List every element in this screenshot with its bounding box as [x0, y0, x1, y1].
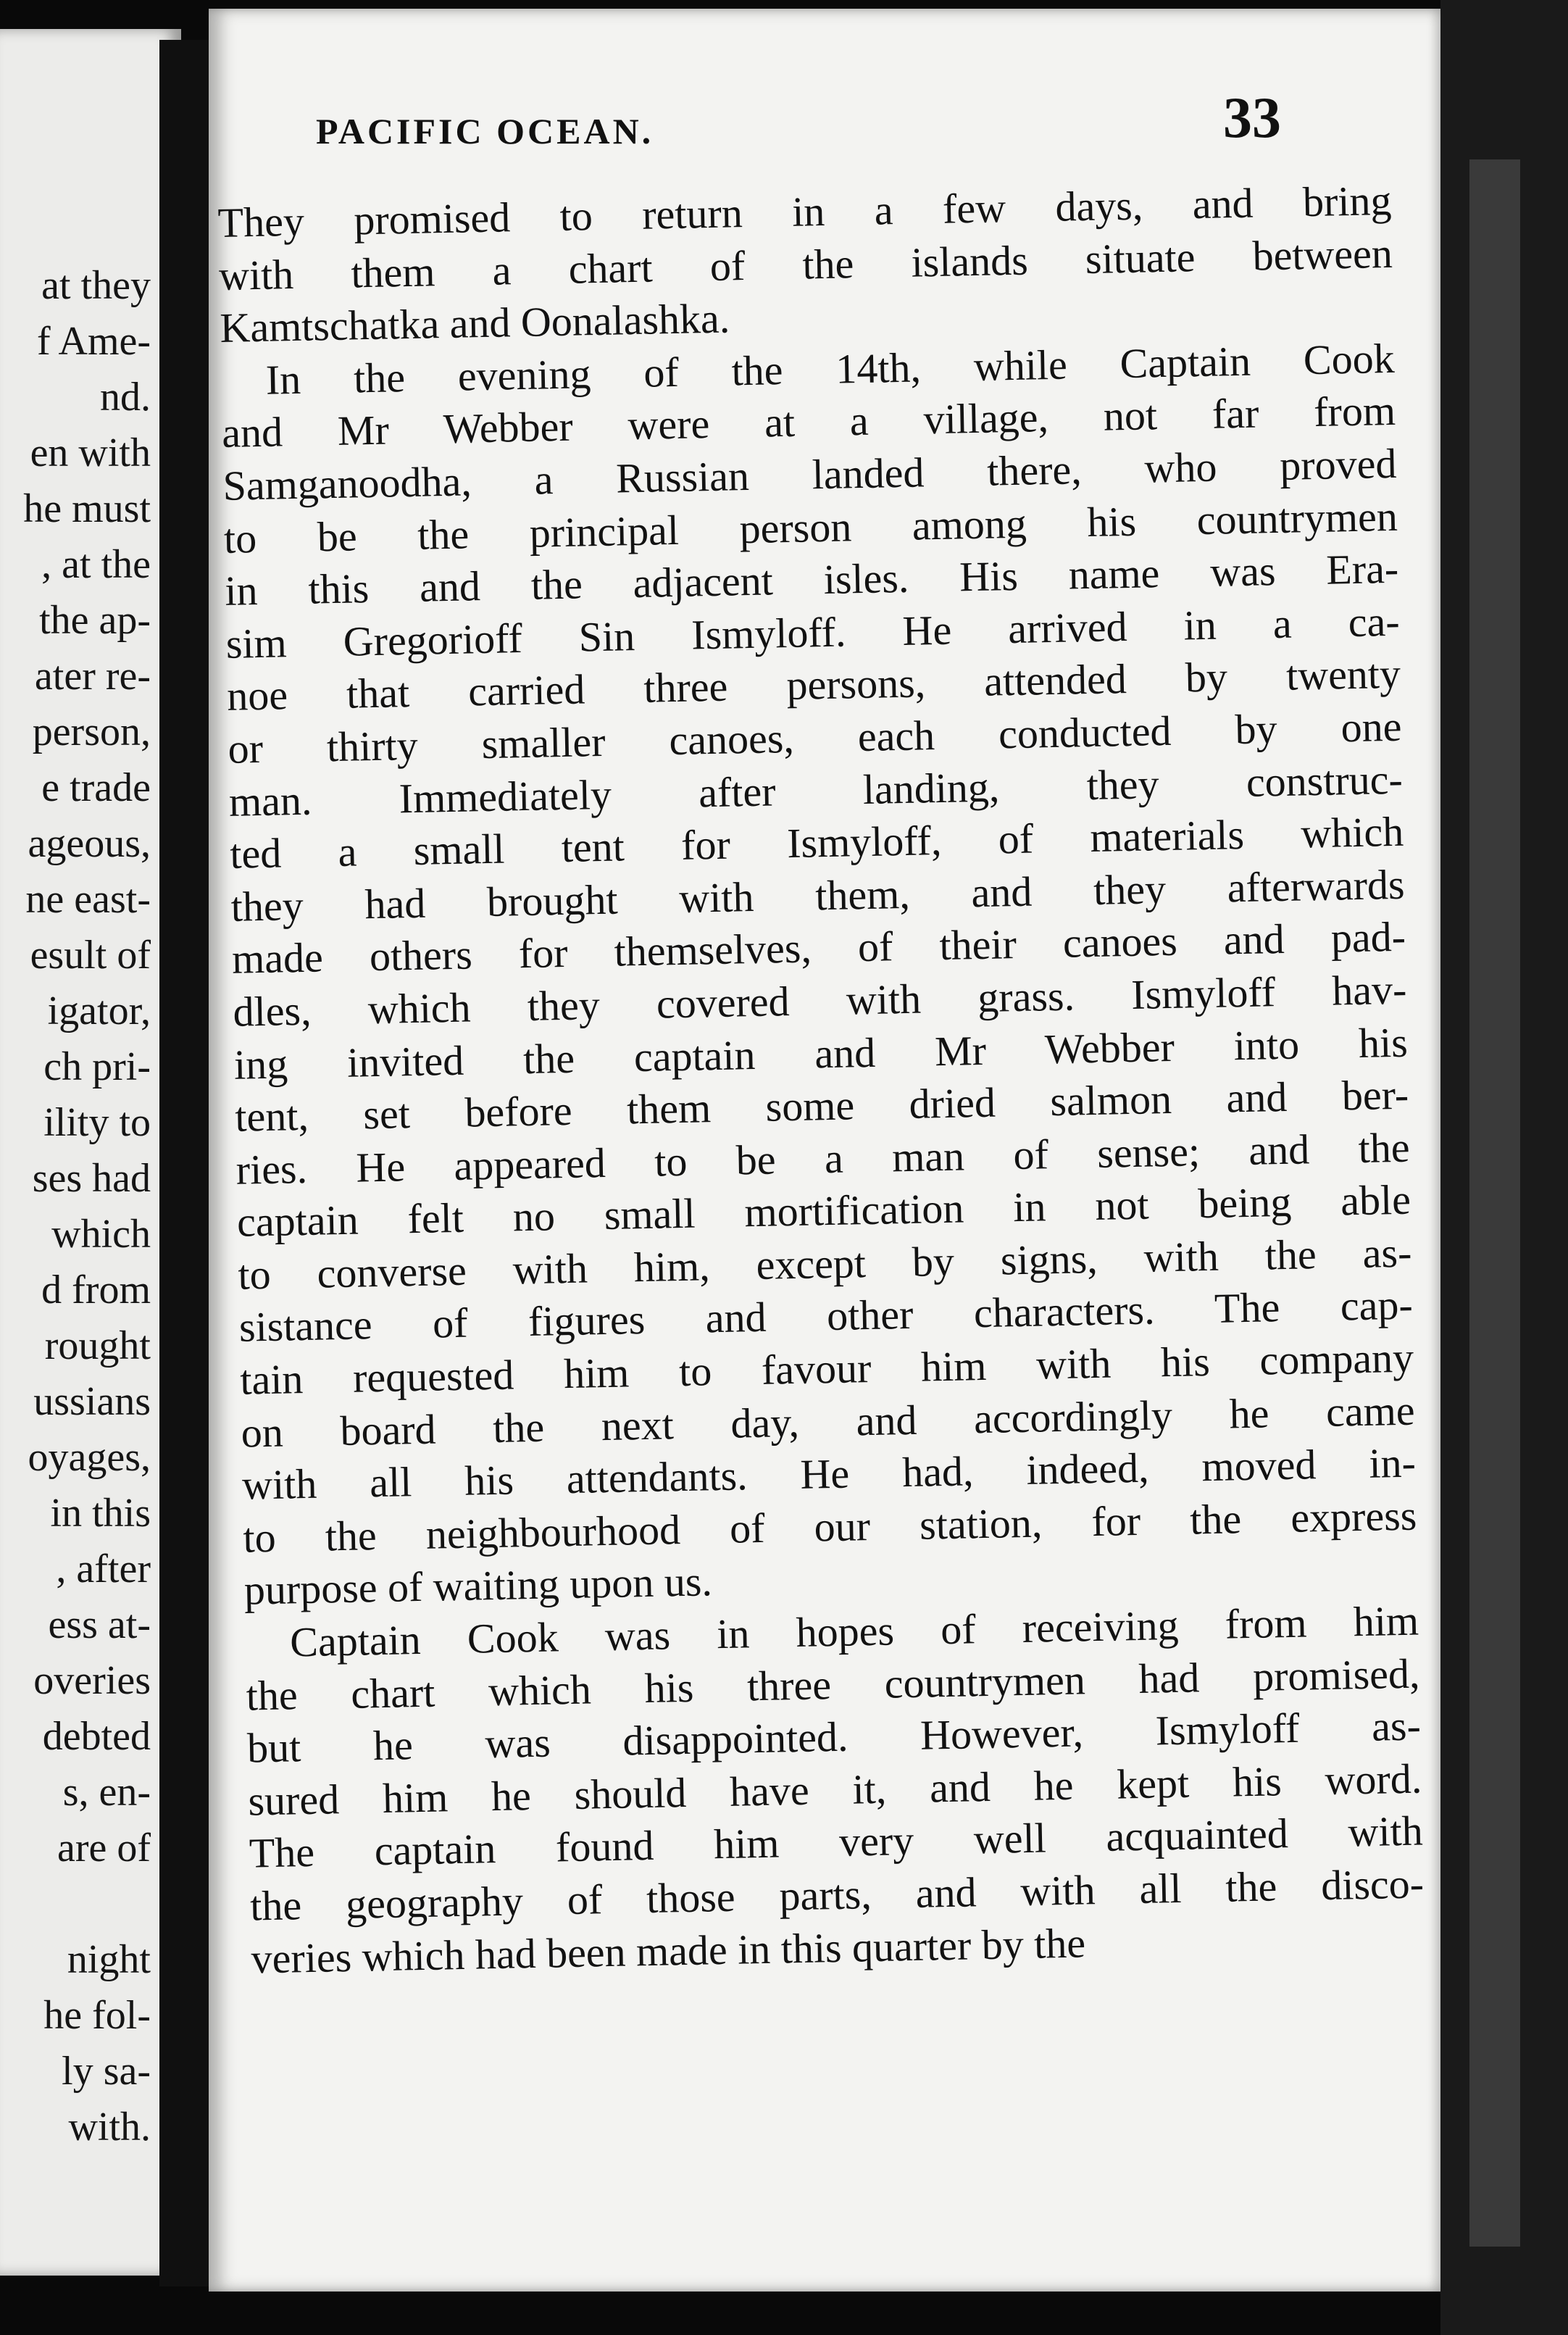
- page-edge: [1440, 0, 1568, 2335]
- facing-page-line: s, en-: [62, 1770, 151, 1815]
- text-line: on board the next day, and accordingly he came: [241, 1386, 1416, 1457]
- facing-page-line: ch pri-: [43, 1044, 151, 1089]
- facing-page-line: d from: [41, 1268, 151, 1312]
- facing-page-line: [23, 1876, 151, 1932]
- text-line: made others for themselves, of their canoes and pad-: [231, 913, 1406, 983]
- facing-page-line: f Ame-: [36, 319, 151, 364]
- text-line: The captain found him very well acquainted with: [249, 1807, 1424, 1877]
- text-line: dles, which they covered with grass. Ismyloff hav-: [232, 965, 1407, 1036]
- text-line: purpose of waiting upon us.: [243, 1557, 713, 1615]
- text-line: with them a chart of the islands situate between: [218, 229, 1393, 299]
- facing-page-line: the ap-: [39, 598, 151, 643]
- text-line: They promised to return in a few days, and bring: [217, 176, 1393, 246]
- text-line: tain requested him to favour him with his company: [239, 1333, 1414, 1404]
- facing-page-line: ses had: [32, 1156, 151, 1201]
- text-line: veries which had been made in this quarter by the: [251, 1919, 1086, 1983]
- text-line: to the neighbourhood of our station, for the express: [242, 1491, 1417, 1562]
- facing-page-line: he fol-: [43, 1993, 151, 2038]
- facing-page-line: , at the: [41, 542, 151, 587]
- page-number: 33: [1223, 86, 1281, 150]
- facing-page-line: ne east-: [25, 877, 151, 922]
- facing-page-line: en with: [30, 430, 151, 475]
- text-line: sistance of figures and other characters. The cap-: [238, 1281, 1414, 1352]
- book-gutter: [159, 40, 212, 2286]
- facing-page-line: ess at-: [48, 1602, 151, 1647]
- text-line: Captain Cook was in hopes of receiving from him: [289, 1597, 1419, 1666]
- text-line: the geography of those parts, and with all the disco-: [249, 1860, 1425, 1930]
- text-line: but he was disappointed. However, Ismyloff as-: [246, 1702, 1422, 1772]
- facing-page-line: ater re-: [34, 654, 151, 699]
- facing-page-line: person,: [32, 709, 151, 754]
- facing-page-line: ussians: [33, 1379, 151, 1424]
- facing-page-line: igator,: [47, 988, 151, 1033]
- text-line: in this and the adjacent isles. His name was Era-: [224, 544, 1399, 615]
- text-line: noe that carried three persons, attended by twenty: [226, 650, 1401, 720]
- text-line: and Mr Webber were at a village, not far from: [221, 387, 1396, 457]
- text-line: or thirty smaller canoes, each conducted by one: [227, 702, 1402, 773]
- text-line: ted a small tent for Ismyloff, of materials which: [229, 807, 1404, 878]
- facing-page-line: debted: [42, 1714, 151, 1759]
- facing-page-line: oyages,: [28, 1435, 151, 1480]
- facing-page-line: he must: [23, 486, 151, 531]
- text-line: the chart which his three countrymen had promised,: [246, 1649, 1421, 1720]
- facing-page-line: rought: [44, 1323, 151, 1368]
- text-line: man. Immediately after landing, they construc-: [228, 755, 1404, 825]
- text-line: In the evening of the 14th, while Captain Cook: [265, 334, 1396, 404]
- facing-page-line: in this: [50, 1491, 151, 1536]
- facing-page-line: which: [51, 1212, 151, 1257]
- text-line: with all his attendants. He had, indeed, moved in-: [241, 1439, 1417, 1509]
- facing-page-line: ageous,: [28, 821, 151, 866]
- facing-page-line: overies: [33, 1658, 151, 1703]
- text-line: Samganoodha, a Russian landed there, who proved: [222, 439, 1397, 509]
- facing-page: [0, 29, 181, 2276]
- text-line: they had brought with them, and they afterwards: [230, 860, 1406, 931]
- text-line: tent, set before them some dried salmon and ber-: [234, 1070, 1409, 1141]
- facing-page-line: night: [67, 1937, 151, 1982]
- text-line: ries. He appeared to be a man of sense; and the: [235, 1123, 1411, 1194]
- facing-page-line: ly sa-: [62, 2049, 151, 2094]
- facing-page-text: [23, 258, 151, 2155]
- body-text: [217, 175, 1425, 1986]
- text-line: to be the principal person among his countrymen: [223, 492, 1398, 562]
- text-line: to converse with him, except by signs, with the as-: [237, 1228, 1412, 1299]
- text-line: Kamtschatka and Oonalashka.: [219, 294, 730, 352]
- facing-page-line: are of: [57, 1826, 151, 1870]
- running-title: PACIFIC OCEAN.: [316, 111, 654, 151]
- text-line: ing invited the captain and Mr Webber into his: [233, 1018, 1409, 1089]
- text-line: sim Gregorioff Sin Ismyloff. He arrived in a ca-: [225, 597, 1401, 667]
- facing-page-line: nd.: [100, 375, 151, 420]
- facing-page-line: with.: [68, 2105, 151, 2149]
- text-line: sured him he should have it, and he kept his word.: [247, 1755, 1422, 1825]
- facing-page-line: ility to: [43, 1100, 151, 1145]
- text-line: captain felt no small mortification in not being able: [236, 1175, 1411, 1246]
- facing-page-line: e trade: [41, 765, 151, 810]
- facing-page-line: at they: [41, 263, 151, 308]
- facing-page-line: , after: [56, 1547, 151, 1591]
- facing-page-line: esult of: [30, 933, 151, 978]
